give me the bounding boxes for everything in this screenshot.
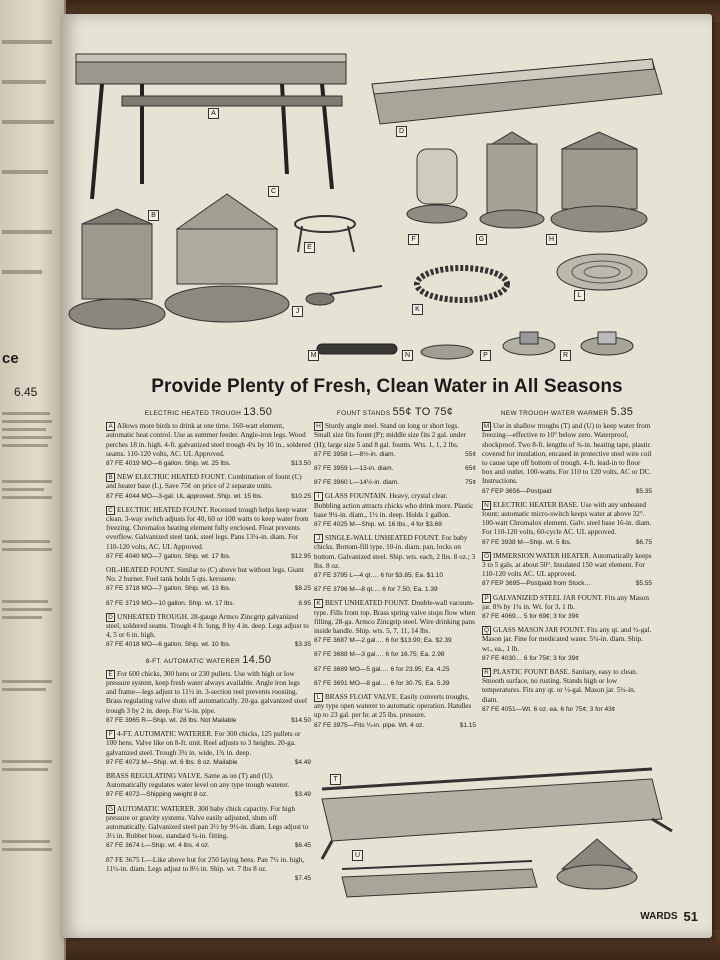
item-letter: K: [314, 599, 323, 608]
item-order-line: [482, 612, 652, 621]
float-valve-illustration: [306, 286, 382, 305]
item-letter: F: [106, 730, 115, 739]
left-page-edge: [0, 0, 66, 960]
item-description: [106, 856, 311, 874]
tag-n: N: [402, 350, 413, 361]
item-order-number: 87 FE 4051—Wt. 6 oz. ea. 6 for 75¢; 3 for 43¢: [482, 705, 616, 713]
item-text: UNHEATED TROUGH. 28-gauge Armco Zincgrip galvanized steel, soldered seams. Trough 4 ft. long, 8 by 4 in. deep. Legs adjust to 4, 5 or 6 in. high.: [106, 612, 309, 640]
item-text: BRASS REGULATING VALVE. Same as on (T) and (U). Automatically regulates water level on any type trough waterer.: [106, 771, 290, 790]
item-letter: L: [314, 693, 323, 702]
item-letter: E: [106, 670, 115, 679]
product-illustrations: [62, 14, 712, 374]
item-text: SINGLE-WALL UNHEATED FOUNT. For baby chicks. Bottom-fill type. 10-in. diam. pan, locks on bottom. Galvanized steel. Ship. wts. each, 2 lbs. 8 oz.; 3 lbs. 8 oz.: [314, 534, 476, 570]
item-order-line: [482, 538, 652, 547]
item-order-number: 87 FE 4018 MO—6 gallon. Ship. wt. 10 lbs.: [106, 641, 231, 649]
catalog-item: [482, 668, 652, 714]
column-1: [106, 406, 311, 888]
item-order-number: 87 FE 3975—Fits ¼-in. pipe. Wt. 4 oz.: [314, 721, 425, 729]
item-order-number: 87 FE 4073 M—Ship. wt. 6 lbs. 8 oz. Mailable: [106, 758, 238, 766]
item-description: [106, 670, 311, 716]
item-text: PLASTIC FOUNT BASE. Sanitary, easy to clean. Smooth surface, no rusting. Stands high or low temperatures. Fits any qt. or ½-gal. Mason jar. 5¼-in. diam.: [482, 668, 638, 704]
item-order-line: [106, 640, 311, 649]
item-order-number: 87 FE 3795 L—4 qt.… 6 for $3.85; Ea. $1.10: [314, 572, 444, 580]
item-order-line: [314, 464, 476, 473]
item-description: [482, 626, 652, 654]
item-text: Sturdy angle steel. Stand on long or short legs. Small size fits fount (P); middle size fits 2 gal. under (H); large size 5 and 8 gal. founts. Wts. 1, 1, 2 lbs.: [314, 422, 466, 449]
tag-t: T: [330, 774, 341, 785]
item-description: [106, 566, 311, 584]
item-order-line: [314, 721, 476, 730]
section-heading-automatic-waterer: 8-FT. AUTOMATIC WATERER 14.50: [145, 653, 272, 666]
item-text: AUTOMATIC WATERER. 300 baby chick capacity. For high pressure or gravity systems. Valve easily adjusted, shuts off automatically. Galvanized steel pan 3½ by 9½-in. diam. Legs adjust to 3½ in. Rubber hose, standard ¾-in. fitting.: [106, 804, 309, 841]
item-order-number: 87 FE 3958 L—8½-in. diam.: [314, 450, 396, 458]
item-description: [106, 473, 311, 491]
oil-heated-fount-illustration: [165, 194, 289, 322]
item-letter: J: [314, 534, 323, 543]
item-price: $12.95: [291, 552, 311, 560]
item-letter: B: [106, 473, 115, 482]
catalog-item: [106, 856, 311, 884]
page-number: 51: [683, 909, 698, 924]
item-order-number: 87 FE 3965 R—Ship. wt. 28 lbs. Not Mailable: [106, 716, 237, 724]
item-description: [314, 534, 476, 571]
item-order-number: 87 FE 3687 M—2 gal.… 6 for $13.90; Ea. $2.39: [314, 637, 452, 645]
item-letter: O: [483, 552, 490, 560]
catalog-item: [314, 422, 476, 459]
tag-e: E: [304, 242, 315, 253]
item-price: 8.95: [298, 599, 311, 607]
catalog-item: [106, 613, 311, 650]
item-description: [482, 422, 652, 486]
catalog-item: [314, 534, 476, 580]
catalog-item: [482, 594, 652, 622]
item-letter: Q: [483, 627, 490, 635]
jar-fount-bases-illustration: [421, 332, 633, 359]
item-price: $6.45: [294, 842, 311, 850]
catalog-item: [482, 501, 652, 547]
automatic-waterer-illustrations: [312, 759, 712, 919]
item-description: [482, 668, 652, 705]
item-order-line: [314, 585, 476, 594]
item-order-line: [482, 654, 652, 663]
item-order-number: 87 FE 3960 L—14½-in. diam.: [314, 479, 399, 487]
tag-p: P: [480, 350, 491, 361]
water-warmer-coil-illustration: [417, 268, 507, 300]
item-order-line: [106, 552, 311, 561]
section-heading-water-warmer: NEW TROUGH WATER WARMER 5.35: [500, 406, 634, 418]
catalog-item: [106, 730, 311, 767]
item-order-line: [106, 874, 311, 883]
item-order-line: [314, 478, 476, 487]
item-order-line: [106, 790, 311, 799]
tag-l: L: [574, 290, 585, 301]
catalog-item: [314, 464, 476, 473]
item-order-number: 87 FE 4040 MO—7 gallon. Ship. wt. 17 lbs.: [106, 552, 231, 560]
item-order-line: [314, 679, 476, 688]
item-order-line: [314, 571, 476, 580]
catalog-item: [314, 665, 476, 674]
tag-j: J: [292, 306, 303, 317]
item-price: $10.25: [291, 492, 311, 500]
item-order-line: [106, 459, 311, 468]
item-price: $3.49: [294, 791, 311, 799]
electric-heated-fount-illustration: [69, 209, 165, 329]
catalog-item: [106, 506, 311, 561]
catalog-item: [106, 566, 311, 594]
item-order-number: 87 FE 3718 MO—7 gallon. Ship. wt. 13 lbs.: [106, 585, 231, 593]
item-description: [482, 501, 652, 538]
item-price: $7.45: [294, 874, 311, 882]
item-letter: N: [482, 501, 491, 510]
catalog-item: [482, 626, 652, 663]
item-order-line: [106, 492, 311, 501]
item-description: [482, 594, 652, 612]
catalog-item: [314, 679, 476, 688]
catalog-item: [106, 599, 311, 608]
item-order-line: [106, 841, 311, 850]
item-description: [314, 693, 476, 721]
item-text: NEW ELECTRIC HEATED FOUNT. Combination of fount (C) and heater base (L). Save 75¢ on price of 2 separate units.: [106, 473, 302, 491]
catalog-item: [106, 772, 311, 800]
item-price: 75¢: [465, 479, 476, 487]
item-price: $5.55: [635, 580, 652, 588]
catalog-item: [482, 422, 652, 496]
item-order-number: 87 FE 4072—Shipping weight 8 oz.: [106, 791, 208, 799]
catalog-page: [62, 14, 712, 938]
item-order-number: 87 FE 4025 M—Ship. wt. 16 lbs., 4 for $3.69: [314, 521, 442, 529]
item-price: $8.25: [294, 585, 311, 593]
item-price: $6.75: [635, 538, 652, 546]
column-3: [482, 406, 652, 719]
item-order-line: [482, 487, 652, 496]
item-text: OIL-HEATED FOUNT. Similar to (C) above but without legs. Giant No. 2 burner. Fuel tank holds 5 qts. kerosene.: [106, 566, 304, 584]
item-description: [106, 772, 311, 790]
tag-d: D: [396, 126, 407, 137]
item-description: [314, 422, 476, 450]
left-page-heading: ce: [2, 350, 19, 367]
item-order-line: [482, 705, 652, 714]
galvanized-fount-illustration: [480, 132, 544, 228]
page-headline: Provide Plenty of Fresh, Clean Water in All Seasons: [151, 376, 623, 397]
item-price: $14.50: [291, 716, 311, 724]
item-text: ELECTRIC HEATED FOUNT. Recessed trough helps keep water clean. 3-way switch adjusts for 40, 60 or 100 watts to keep water from freezing. Chromalox heating element fully enclosed. Float prevents overflow. Galvanized steel tank, steel legs. Pans 13¼-in. diam. For 110-120 volts, AC. UL Approved.: [106, 505, 309, 551]
tag-u: U: [352, 850, 363, 861]
item-order-number: 87 FE 4019 MO—6 gallon. Ship. wt. 25 lbs.: [106, 460, 231, 468]
tag-h: H: [546, 234, 557, 245]
item-order-number: 87 FE 3688 M—3 gal.… 6 for 16.75; Ea. 2.98: [314, 651, 445, 659]
page-footer: [640, 909, 698, 924]
item-letter: M: [483, 423, 490, 431]
item-text: GLASS MASON JAR FOUNT. Fits any qt. and ½-gal. Mason jar. Fine for medicated water. 5¼-in. diam. Ship. wt., ea., 1 lb.: [482, 626, 652, 653]
col1-items-group-2: [106, 670, 311, 883]
electric-trough-illustration: [76, 54, 346, 199]
item-order-number: 87 FE 3719 MO—10 gallon. Ship. wt. 17 lbs.: [106, 599, 235, 607]
col1-items-group-1: [106, 422, 311, 649]
item-price: $3.35: [294, 641, 311, 649]
tag-f: F: [408, 234, 419, 245]
item-order-line: [314, 650, 476, 659]
item-text: Use in shallow troughs (T) and (U) to keep water from freezing—effective to 10° below zero. Waterproof, shockproof. Two 8-ft. lengths of ¾-in. heating tape, plastic covered for insulation, encased in protective steel wire coil to cause tape off bottom of trough. 4-ft. lead-in to floor box and outlet. 100-watts. For 110 to 120 volts, AC or DC. Instructions.: [482, 422, 652, 486]
item-order-number: 87 FEP 3656—Postpaid: [482, 487, 552, 495]
item-order-line: [314, 450, 476, 459]
unheated-trough-illustration: [372, 59, 662, 124]
catalog-item: [314, 599, 476, 645]
catalog-item: [106, 670, 311, 725]
item-order-number: 87 FE 4069… 5 for 69¢; 3 for 39¢: [482, 613, 579, 621]
item-order-line: [314, 636, 476, 645]
tag-g: G: [476, 234, 487, 245]
section-heading-electric-trough: ELECTRIC HEATED TROUGH 13.50: [144, 406, 273, 418]
item-price: 55¢: [465, 450, 476, 458]
item-order-line: [482, 579, 652, 588]
item-order-number: 87 FE 3938 M—Ship. wt. 5 lbs.: [482, 538, 572, 546]
item-letter: P: [482, 594, 491, 603]
item-order-line: [106, 716, 311, 725]
catalog-item: [106, 805, 311, 851]
item-letter: R: [482, 668, 491, 677]
column-2: [314, 406, 476, 735]
tag-k: K: [412, 304, 423, 315]
col2-items-group: [314, 422, 476, 730]
item-order-line: [314, 520, 476, 529]
item-description: [106, 730, 311, 758]
col3-items-group: [482, 422, 652, 714]
catalog-item: [314, 650, 476, 659]
catalog-item: [314, 693, 476, 730]
item-description: [106, 506, 311, 552]
tag-c: C: [268, 186, 279, 197]
tag-b: B: [148, 210, 159, 221]
left-page-price: 6.45: [14, 385, 38, 399]
item-letter: H: [314, 422, 323, 431]
item-order-line: [106, 758, 311, 767]
item-order-number: 87 FEP 3695—Postpaid from Stock…: [482, 580, 591, 588]
section-heading-fount-stands: FOUNT STANDS 55¢ TO 75¢: [336, 406, 454, 418]
item-order-number: 87 FE 3689 MO—5 gal.… 6 for 23.95; Ea. 4.25: [314, 665, 450, 673]
tag-m: M: [308, 350, 319, 361]
catalog-item: [482, 552, 652, 589]
item-description: [314, 492, 476, 520]
item-letter: G: [107, 805, 114, 813]
tag-a: A: [208, 108, 219, 119]
item-text: 4-FT. AUTOMATIC WATERER. For 300 chicks, 125 pullets or 100 hens. Valve like on 8-ft. unit. Reel adjusts to 3 heights. 20-ga. galvanized steel. Trough 3¾ in. wide, 1¾ in. deep.: [106, 730, 301, 757]
item-order-number: 87 FE 3796 M—8 qt.… 6 for 7.50; Ea. 1.39: [314, 586, 438, 594]
item-order-number: 87 FE 3691 MO—8 gal.… 6 for 30.75; Ea. 5.39: [314, 679, 450, 687]
item-order-line: [106, 584, 311, 593]
item-text: Allows more birds to drink at one time. 160-watt element, automatic heat control. Use as summer feeder. Angle-iron legs. Wood perches 18 in. high. 4-ft. galvanized steel trough 4¾ by 10 in., soldered seams. 110-120 volts, AC. UL Approved.: [106, 422, 311, 458]
footer-brand: WARDS: [640, 911, 678, 922]
item-price: 65¢: [465, 465, 476, 473]
item-text: ELECTRIC HEATER BASE. Use with any unheated fount; automatic micro-switch keeps water at above 32°. 100-watt Chromalox element. Galv. steel base 16-in. diam. For 110-120 volts, 60-cycle AC. UL approved.: [482, 500, 652, 537]
item-description: [106, 613, 311, 641]
heater-base-illustration: [557, 254, 647, 290]
item-description: [482, 552, 652, 580]
item-order-line: [314, 665, 476, 674]
item-description: [314, 599, 476, 636]
item-price: $13.50: [291, 460, 311, 468]
item-letter: A: [106, 422, 115, 431]
tag-r: R: [560, 350, 571, 361]
item-letter: D: [106, 613, 115, 622]
item-text: 87 FE 3675 L—Like above but for 250 laying hens. Pan 7½ in. high, 11½-in. diam. Legs adjust to 8½ in. Ship. wt. 7 lbs 8 oz.: [106, 855, 305, 873]
immersion-heater-illustration: [317, 344, 397, 354]
item-price: $4.49: [294, 758, 311, 766]
item-letter: I: [314, 492, 323, 501]
item-order-number: 87 FE 3674 L—Ship. wt. 4 lbs. 4 oz.: [106, 842, 210, 850]
item-text: For 600 chicks, 300 hens or 230 pullets. Use with high or low pressure system, keep fresh water always available. Angle iron legs and frame—legs adjust to 11½ in. 3-section reel prevents roosting. Brass regulating valve shuts off automatically. 20-ga. galvanized steel trough 3 by 2 in. deep. For ¼-in. pipe.: [106, 669, 307, 715]
item-price: $1.15: [459, 721, 476, 729]
item-description: [106, 805, 311, 842]
large-fount-illustration: [551, 132, 647, 232]
item-text: GLASS FOUNTAIN. Heavy, crystal clear. Bubbling action attracts chicks who drink more. Plastic base 9¼-in. diam., 1½ in. deep. Holds 1 gallon.: [314, 492, 474, 519]
item-text: GALVANIZED STEEL JAR FOUNT. Fits any Mason jar. 8⅝ by 1¼ in. Wt. for 3, 1 lb.: [482, 593, 649, 611]
item-text: BRASS FLOAT VALVE. Easily converts troughs, any type open waterer to automatic operation. Handles up to 23 gal. per hr. at 25 lbs. pressure.: [314, 693, 472, 720]
catalog-item: [106, 422, 311, 468]
item-order-number: 87 FE 4044 MO—3-gal. UL approved. Ship. wt. 15 lbs.: [106, 492, 263, 500]
item-description: [106, 422, 311, 459]
item-text: IMMERSION WATER HEATER. Automatically keeps 3 to 5 gals. at about 50°. Insulated 150 watt element. For 110-120 volts AC. UL approved.: [482, 551, 652, 579]
item-letter: C: [106, 506, 115, 515]
catalog-item: [314, 492, 476, 529]
item-order-number: 87 FE 4030… 6 for 75¢; 3 for 39¢: [482, 654, 579, 662]
item-text: BEST UNHEATED FOUNT. Double-wall vacuum-type. Fills from top. Brass spring valve stops flow when filling. 28-ga. Armco Zincgrip steel. Wire drinking pans inside handle. Ship. wts. 5, 7, 11, 14 lbs.: [314, 599, 476, 636]
catalog-item: [106, 473, 311, 501]
catalog-item: [314, 585, 476, 594]
item-order-line: [106, 599, 311, 608]
catalog-item: [314, 478, 476, 487]
item-order-number: 87 FE 3959 L—13-in. diam.: [314, 465, 394, 473]
glass-fountain-illustration: [407, 149, 467, 223]
item-price: $5.35: [635, 487, 652, 495]
